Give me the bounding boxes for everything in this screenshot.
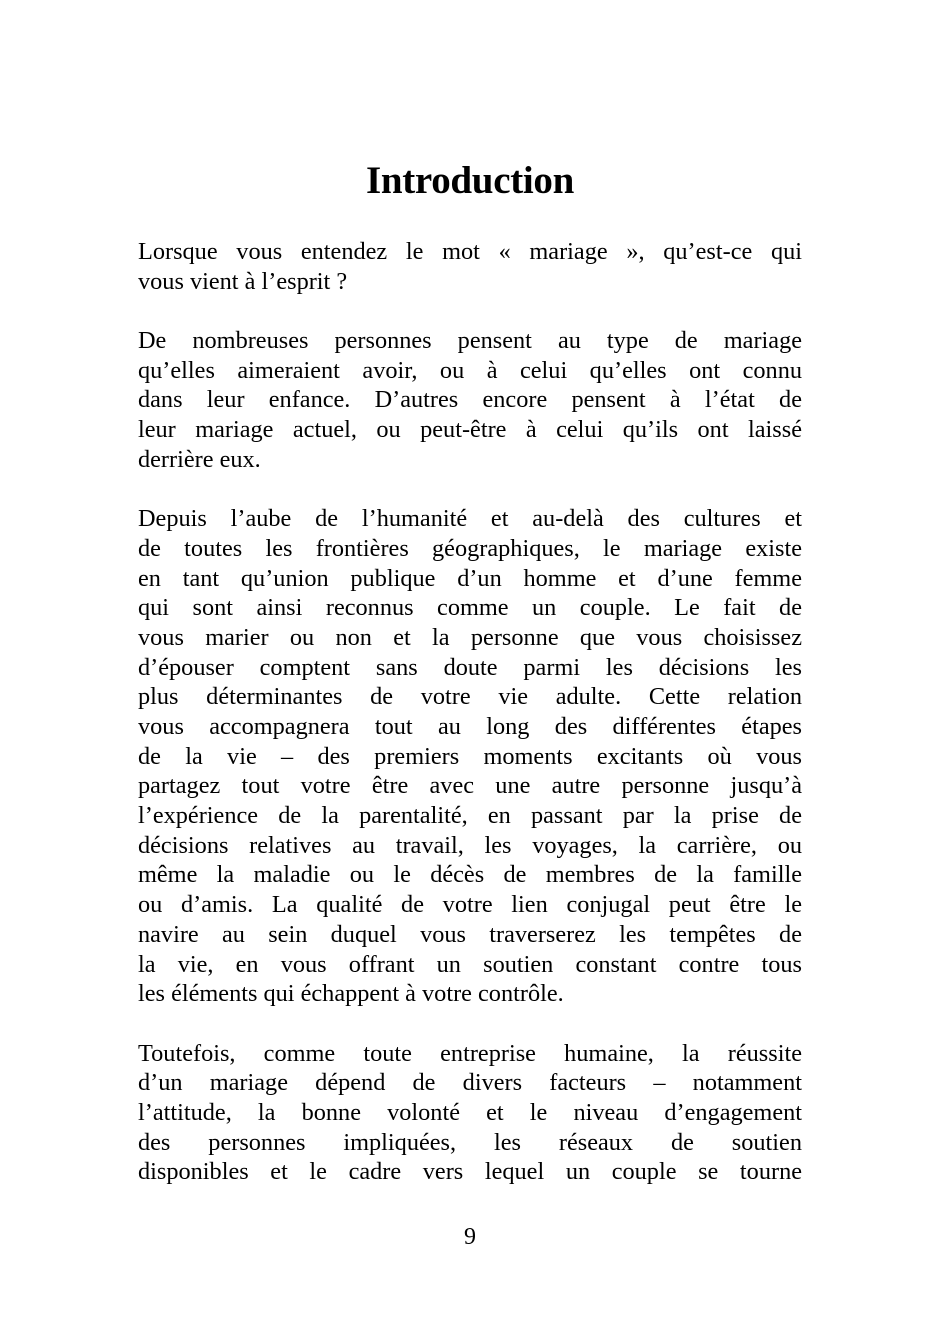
text-line: les éléments qui échappent à votre contrôle. <box>138 980 564 1008</box>
text-line: partagez tout votre être avec une autre personne jusqu’à <box>138 772 802 800</box>
page-number: 9 <box>464 1224 476 1250</box>
text-line: disponibles et le cadre vers lequel un couple se tourne <box>138 1158 802 1186</box>
text-line: vous marier ou non et la personne que vous choisissez <box>138 623 802 651</box>
text-line: d’un mariage dépend de divers facteurs – notamment <box>138 1069 802 1097</box>
text-line: de toutes les frontières géographiques, le mariage existe <box>138 534 802 562</box>
text-line: Depuis l’aube de l’humanité et au-delà des cultures et <box>138 505 802 533</box>
text-line: Toutefois, comme toute entreprise humaine, la réussite <box>138 1039 802 1067</box>
text-line: même la maladie ou le décès de membres de la famille <box>138 861 802 889</box>
text-line: qui sont ainsi reconnus comme un couple. Le fait de <box>138 594 802 622</box>
text-line: ou d’amis. La qualité de votre lien conjugal peut être le <box>138 891 802 919</box>
text-line: l’attitude, la bonne volonté et le niveau d’engagement <box>138 1098 802 1126</box>
text-line: des personnes impliquées, les réseaux de soutien <box>138 1128 802 1156</box>
text-line: derrière eux. <box>138 445 261 473</box>
text-line: vous accompagnera tout au long des différentes étapes <box>138 713 802 740</box>
text-line: navire au sein duquel vous traverserez les tempêtes de <box>138 920 802 948</box>
text-line: en tant qu’union publique d’un homme et d’une femme <box>138 564 802 592</box>
text-line: plus déterminantes de votre vie adulte. Cette relation <box>138 683 802 711</box>
text-line: vous vient à l’esprit ? <box>138 267 348 295</box>
text-line: De nombreuses personnes pensent au type de mariage <box>138 327 802 355</box>
paragraph-4 <box>138 1039 802 1187</box>
paragraph-2 <box>138 326 802 474</box>
text-line: Lorsque vous entendez le mot « mariage », qu’est-ce qui <box>138 238 802 265</box>
text-line: qu’elles aimeraient avoir, ou à celui qu’elles ont connu <box>138 356 802 384</box>
body-text <box>138 237 802 1217</box>
text-line: d’épouser comptent sans doute parmi les décisions les <box>138 653 802 681</box>
text-line: dans leur enfance. D’autres encore pensent à l’état de <box>138 386 802 414</box>
text-line: l’expérience de la parentalité, en passant par la prise de <box>138 802 802 830</box>
chapter-title: Introduction <box>365 159 575 203</box>
paragraph-3 <box>138 504 802 1009</box>
paragraph-1 <box>138 237 802 296</box>
text-line: leur mariage actuel, ou peut-être à celui qu’ils ont laissé <box>138 416 802 444</box>
text-line: décisions relatives au travail, les voyages, la carrière, ou <box>138 831 802 859</box>
text-line: de la vie – des premiers moments excitants où vous <box>138 742 802 770</box>
text-line: la vie, en vous offrant un soutien constant contre tous <box>138 950 802 978</box>
